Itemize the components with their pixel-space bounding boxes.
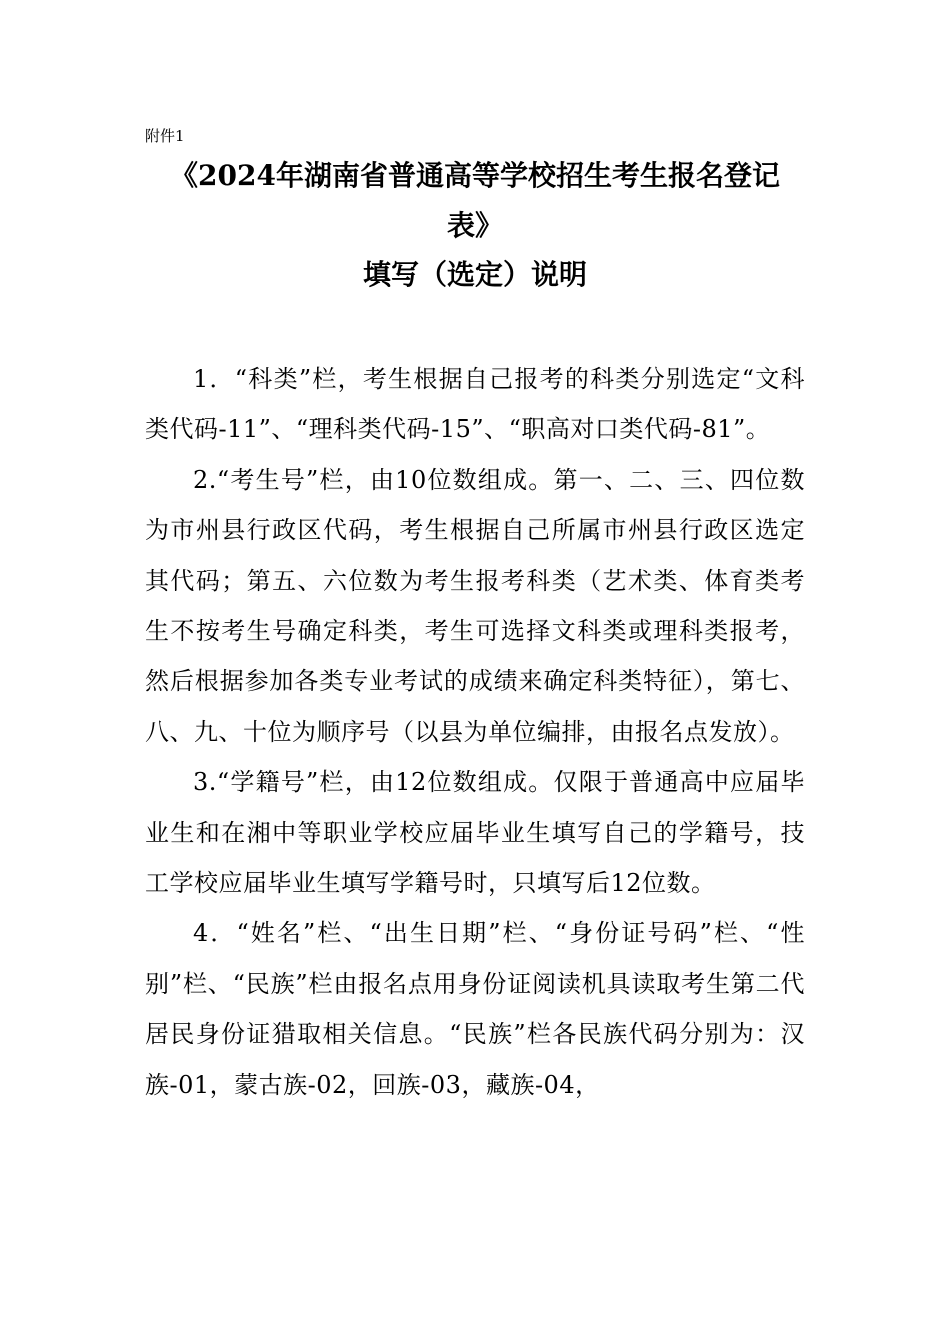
attachment-label: 附件1: [145, 127, 185, 145]
paragraph-personal-information: 4．“姓名”栏、“出生日期”栏、“身份证号码”栏、“性别”栏、“民族”栏由报名点用身份证阅读机具读取考生第二代居民身份证猎取相关信息。“民族”栏各民族代码分别为：汉族-01，蒙古族-02，回族-03，藏族-04，: [145, 919, 805, 1099]
paragraph-candidate-number: 2.“考生号”栏，由10位数组成。第一、二、三、四位数为市州县行政区代码，考生根据自己所属市州县行政区选定其代码；第五、六位数为考生报考科类（艺术类、体育类考生不按考生号确定科类，考生可选择文科类或理科类报考，然后根据参加各类专业考试的成绩来确定科类特征），第七、八、九、十位为顺序号（以县为单位编排，由报名点发放）。: [145, 465, 805, 746]
document-body: [145, 354, 805, 1110]
paragraph-subject-category: 1．“科类”栏，考生根据自己报考的科类分别选定“文科类代码-11”、“理科类代码-15”、“职高对口类代码-81”。: [145, 365, 805, 444]
document-title-line-2: 表》: [446, 209, 503, 242]
document-subtitle: 填写（选定）说明: [362, 258, 587, 291]
document-title-line-1: 《2024年湖南省普通高等学校招生考生报名登记: [170, 159, 780, 192]
paragraph-student-status-number: 3.“学籍号”栏，由12位数组成。仅限于普通高中应届毕业生和在湘中等职业学校应届毕业生填写自己的学籍号，技工学校应届毕业生填写学籍号时，只填写后12位数。: [145, 768, 805, 898]
